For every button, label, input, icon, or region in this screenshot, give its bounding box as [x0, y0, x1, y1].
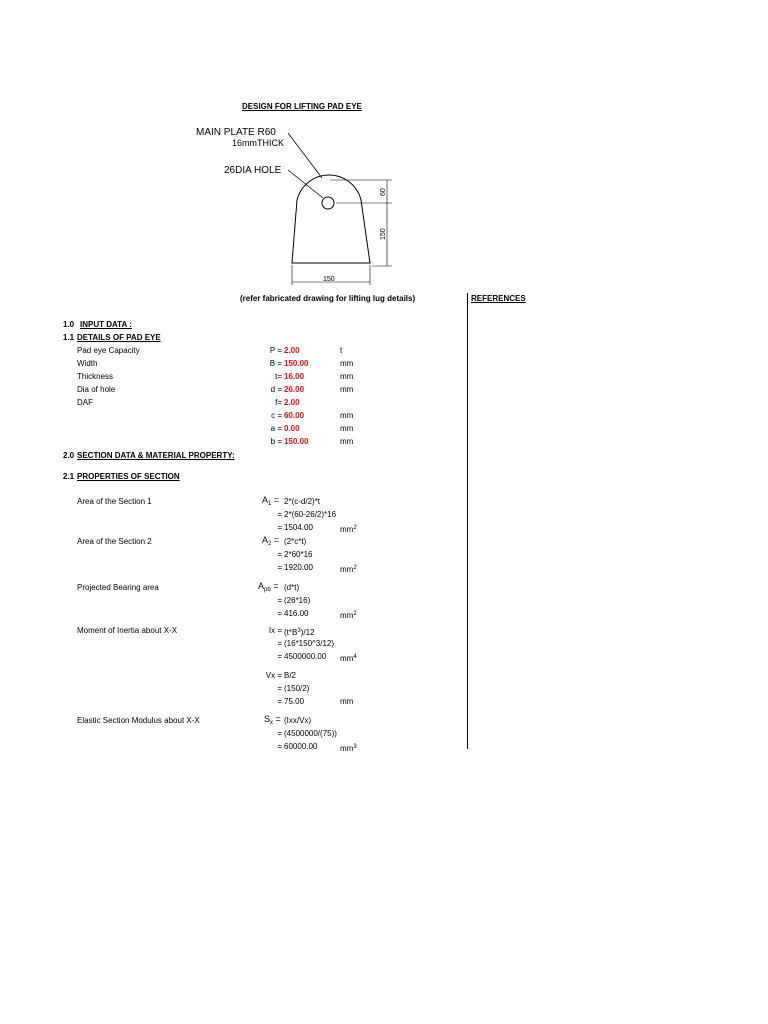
references-header: REFERENCES: [471, 294, 526, 303]
section-1-1-title: DETAILS OF PAD EYE: [77, 333, 161, 342]
input-label: Pad eye Capacity: [77, 346, 140, 355]
calc-label-area1: Area of the Section 1: [77, 497, 152, 506]
dim-bottom-label: 150: [323, 276, 335, 283]
calc-symbol-vx: Vx =: [265, 671, 282, 680]
input-symbol: c =: [271, 411, 282, 420]
input-label: Thickness: [77, 372, 114, 381]
equals-sign: =: [277, 684, 282, 693]
input-symbol: B =: [269, 359, 282, 368]
dim-side-label: 150: [380, 228, 387, 240]
calc-substitution: (4500000/(75)): [284, 729, 337, 738]
equals-sign: =: [277, 550, 282, 559]
section-2-1-title: PROPERTIES OF SECTION: [77, 472, 180, 481]
input-symbol: P =: [269, 346, 282, 355]
calc-label-inertia: Moment of Inertia about X-X: [77, 626, 178, 635]
label-main-plate: MAIN PLATE R60: [196, 127, 276, 138]
calc-result: 4500000.00: [284, 652, 327, 661]
calc-label-area2: Area of the Section 2: [77, 537, 152, 546]
section-2-title: SECTION DATA & MATERIAL PROPERTY:: [77, 451, 235, 460]
pad-eye-outline: [292, 175, 370, 263]
input-symbol: d =: [270, 385, 282, 394]
calc-symbol-inertia: Ix =: [268, 626, 282, 635]
equals-sign: =: [277, 652, 282, 661]
input-symbol: a =: [270, 424, 282, 433]
section-2-1-number: 2.1: [63, 472, 75, 481]
calc-result: 1920.00: [284, 563, 313, 572]
input-value: 26.00: [284, 385, 305, 394]
calc-result: 75.00: [284, 697, 305, 706]
calc-formula: (d*t): [284, 583, 300, 592]
calc-unit: $mm^3$: [340, 744, 357, 753]
calc-formula: B/2: [284, 671, 297, 680]
references-divider: [467, 293, 468, 749]
equals-sign: =: [277, 729, 282, 738]
calc-substitution: (150/2): [284, 684, 310, 693]
calc-symbol-area2: $A_2$ =: [262, 535, 280, 547]
calc-substitution: (16*150^3/12): [284, 639, 335, 648]
input-unit: mm: [340, 437, 354, 446]
calc-formula: (Ixx/Vx): [284, 716, 312, 725]
equals-sign: =: [277, 609, 282, 618]
calc-substitution: (26*16): [284, 596, 311, 605]
calc-formula: $(t*B^3)/12$: [284, 628, 315, 637]
calc-unit: $mm^2$: [340, 611, 357, 620]
leader-line-plate: [288, 133, 322, 178]
equals-sign: =: [277, 639, 282, 648]
page-title: DESIGN FOR LIFTING PAD EYE: [242, 102, 362, 111]
calc-formula: 2*(c-d/2)*t: [284, 497, 321, 506]
input-symbol: f=: [275, 398, 282, 407]
calc-symbol-area1: $A_1$ =: [262, 495, 280, 507]
calc-symbol-modulus: $S_x$ =: [264, 714, 281, 726]
calc-formula: (2*c*t): [284, 537, 307, 546]
equals-sign: =: [277, 697, 282, 706]
calc-substitution: 2*(60-26/2)*16: [284, 510, 337, 519]
equals-sign: =: [277, 563, 282, 572]
calc-result: 1504.00: [284, 523, 313, 532]
input-unit: t: [340, 346, 343, 355]
input-unit: mm: [340, 385, 354, 394]
label-hole: 26DIA HOLE: [224, 165, 282, 176]
input-symbol: t=: [275, 372, 282, 381]
input-value: 60.00: [284, 411, 305, 420]
section-1-title: INPUT DATA :: [80, 320, 132, 329]
input-value: 0.00: [284, 424, 300, 433]
section-2-number: 2.0: [63, 451, 75, 460]
equals-sign: =: [277, 523, 282, 532]
input-unit: mm: [340, 372, 354, 381]
calc-unit: $mm^4$: [340, 654, 357, 663]
section-1-number: 1.0: [63, 320, 75, 329]
calc-label-modulus: Elastic Section Modulus about X-X: [77, 716, 200, 725]
input-label: Width: [77, 359, 98, 368]
input-value: 2.00: [284, 398, 300, 407]
input-unit: mm: [340, 359, 354, 368]
label-thickness: 16mmTHICK: [232, 138, 285, 148]
drawing-note: (refer fabricated drawing for lifting lug details): [240, 294, 416, 303]
input-value: 150.00: [284, 359, 309, 368]
hole-circle: [322, 197, 334, 209]
calc-unit: $mm^2$: [340, 525, 357, 534]
input-unit: mm: [340, 424, 354, 433]
calc-unit: mm: [340, 697, 354, 706]
calc-result: 60000.00: [284, 742, 318, 751]
equals-sign: =: [277, 742, 282, 751]
leader-line-hole: [288, 170, 323, 198]
calc-symbol-bearing: $A_{pb}$ =: [258, 581, 279, 593]
input-value: 150.00: [284, 437, 309, 446]
dim-top-label: 60: [380, 188, 387, 196]
section-1-1-number: 1.1: [63, 333, 75, 342]
calc-label-bearing: Projected Bearing area: [77, 583, 159, 592]
equals-sign: =: [277, 596, 282, 605]
calc-result: 416.00: [284, 609, 309, 618]
input-value: 16.00: [284, 372, 305, 381]
input-value: 2.00: [284, 346, 300, 355]
calc-unit: $mm^2$: [340, 565, 357, 574]
input-label: DAF: [77, 398, 93, 407]
input-symbol: b =: [270, 437, 282, 446]
input-label: Dia of hole: [77, 385, 116, 394]
input-unit: mm: [340, 411, 354, 420]
equals-sign: =: [277, 510, 282, 519]
calc-substitution: 2*60*16: [284, 550, 313, 559]
